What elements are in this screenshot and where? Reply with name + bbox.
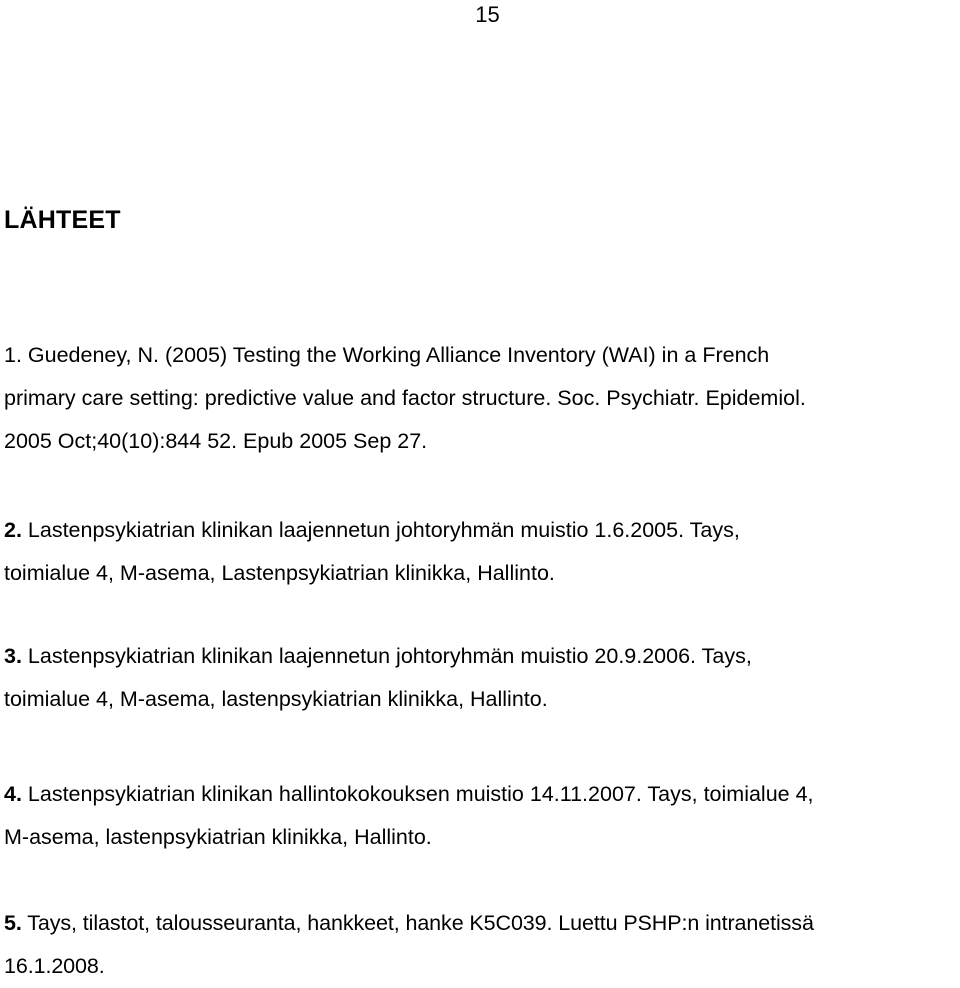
references-heading: LÄHTEET (4, 206, 121, 234)
reference-number: 1. (4, 343, 22, 367)
reference-text: Lastenpsykiatrian klinikan laajennetun johtoryhmän muistio 20.9.2006. Tays, (27, 644, 752, 668)
reference-text: Lastenpsykiatrian klinikan laajennetun johtoryhmän muistio 1.6.2005. Tays, (27, 518, 740, 542)
page-number: 15 (475, 2, 500, 27)
reference-number: 5. (4, 911, 22, 935)
reference-line: M-asema, lastenpsykiatrian klinikka, Hallinto. (4, 825, 432, 849)
reference-item (4, 902, 960, 988)
reference-line: toimialue 4, M-asema, Lastenpsykiatrian klinikka, Hallinto. (4, 561, 555, 585)
reference-line (4, 773, 960, 816)
reference-item (4, 635, 960, 721)
reference-item (4, 334, 960, 463)
reference-line: toimialue 4, M-asema, lastenpsykiatrian klinikka, Hallinto. (4, 687, 548, 711)
reference-line (4, 509, 960, 552)
reference-item (4, 509, 960, 595)
reference-text: Guedeney, N. (2005) Testing the Working Alliance Inventory (WAI) in a French (27, 343, 770, 367)
reference-number: 4. (4, 782, 22, 806)
reference-line (4, 902, 960, 945)
reference-number: 2. (4, 518, 22, 542)
reference-line (4, 334, 960, 377)
reference-line: primary care setting: predictive value and factor structure. Soc. Psychiatr. Epidemiol. (4, 386, 806, 410)
reference-line (4, 635, 960, 678)
reference-text: Lastenpsykiatrian klinikan hallintokokouksen muistio 14.11.2007. Tays, toimialue 4, (27, 782, 814, 806)
reference-line: 2005 Oct;40(10):844 52. Epub 2005 Sep 27. (4, 429, 428, 453)
reference-line: 16.1.2008. (4, 954, 105, 978)
reference-number: 3. (4, 644, 22, 668)
reference-item (4, 773, 960, 859)
reference-text: Tays, tilastot, talousseuranta, hankkeet, hanke K5C039. Luettu PSHP:n intranetissä (27, 911, 814, 935)
